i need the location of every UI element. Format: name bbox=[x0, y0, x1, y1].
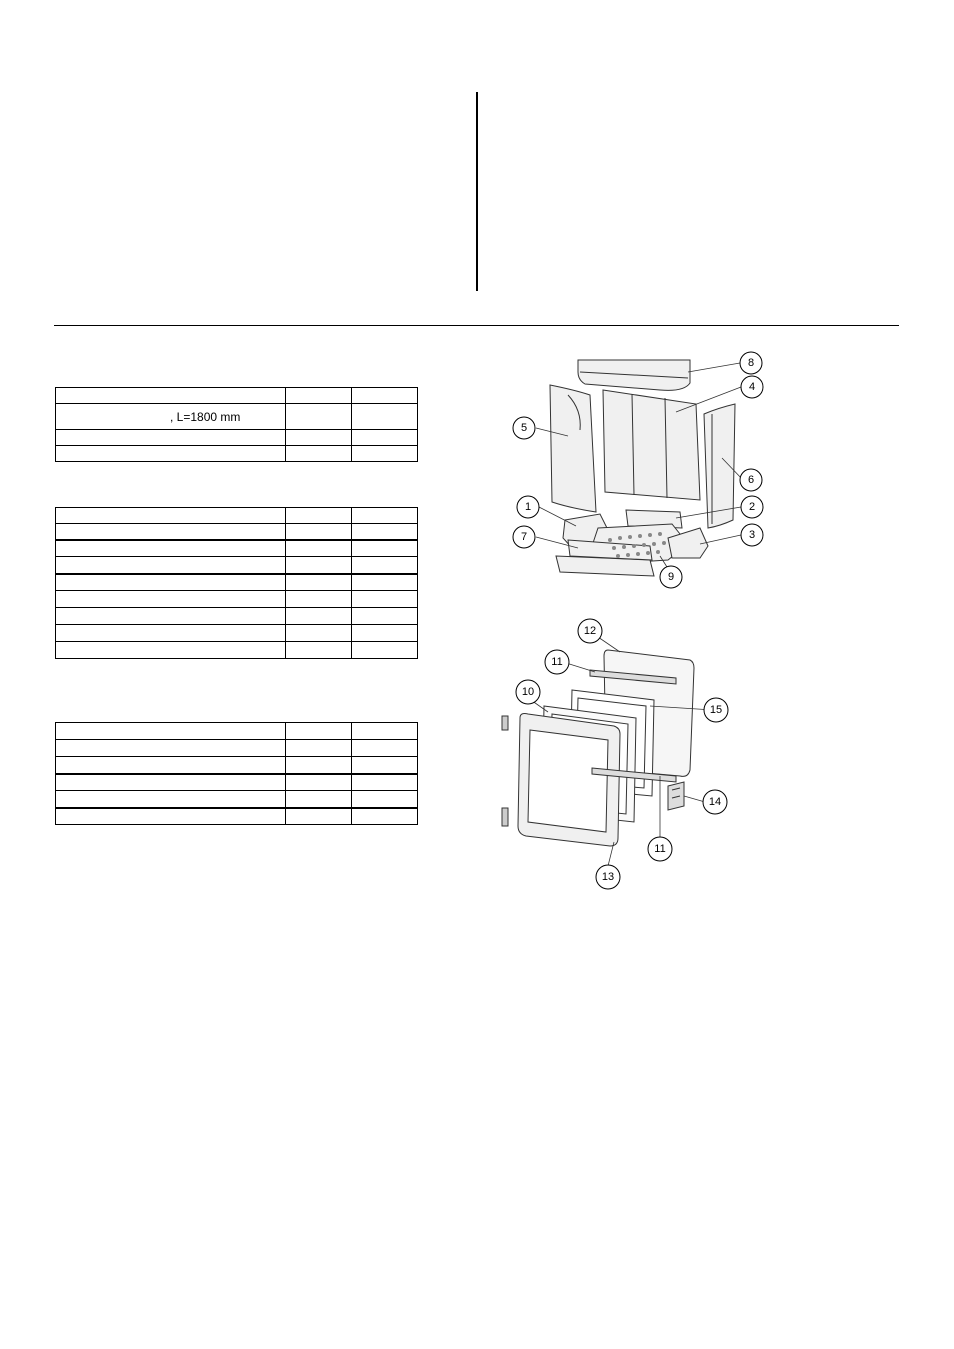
gasket-length-cell: , L=1800 mm bbox=[56, 404, 286, 430]
back-panel-part bbox=[603, 390, 700, 500]
callout-label: 3 bbox=[748, 529, 756, 541]
right-side-panel-part bbox=[704, 404, 735, 528]
callout-label: 1 bbox=[524, 501, 532, 513]
callout-label: 4 bbox=[748, 381, 756, 393]
callout-label: 13 bbox=[601, 871, 615, 883]
callout-label: 9 bbox=[667, 571, 675, 583]
left-side-panel-part bbox=[550, 385, 596, 512]
callout-label: 12 bbox=[583, 625, 597, 637]
callout-label: 15 bbox=[709, 704, 723, 716]
handle-part bbox=[668, 782, 684, 810]
callout-label: 2 bbox=[748, 501, 756, 513]
callout-label: 10 bbox=[521, 686, 535, 698]
callout-label: 11 bbox=[551, 656, 563, 668]
callout-label: 14 bbox=[708, 796, 722, 808]
callout-label: 7 bbox=[520, 531, 528, 543]
callout-label: 11 bbox=[654, 843, 666, 855]
callout-label: 6 bbox=[747, 474, 755, 486]
hinge-top-icon bbox=[502, 716, 508, 730]
callout-label: 5 bbox=[520, 422, 528, 434]
hinge-bottom-icon bbox=[502, 808, 508, 826]
callout-label: 8 bbox=[747, 357, 755, 369]
